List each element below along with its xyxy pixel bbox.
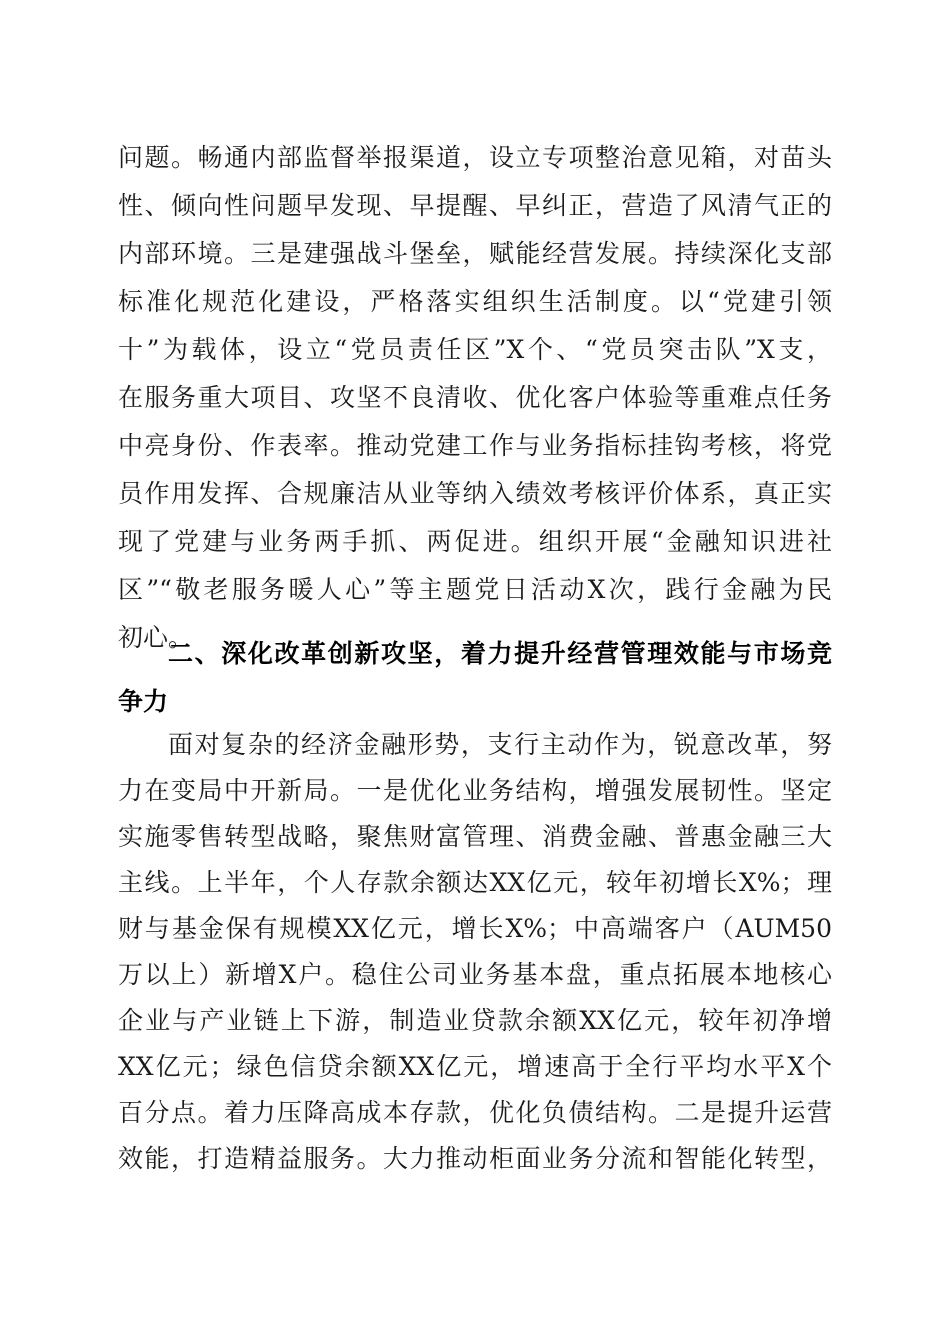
heading-line: 争力	[118, 687, 169, 716]
paragraph-line: 主线。上半年，个人存款余额达XX亿元，较年初增长X%；理	[118, 868, 832, 897]
paragraph-line: 现了党建与业务两手抓、两促进。组织开展“金融知识进社	[118, 527, 832, 556]
paragraph-line: 企业与产业链上下游，制造业贷款余额XX亿元，较年初净增	[118, 1006, 832, 1035]
paragraph-line: 中亮身份、作表率。推动党建工作与业务指标挂钩考核，将党	[118, 431, 832, 460]
paragraph-line: 员作用发挥、合规廉洁从业等纳入绩效考核评价体系，真正实	[118, 479, 832, 508]
paragraph-line: 性、倾向性问题早发现、早提醒、早纠正，营造了风清气正的	[118, 191, 832, 220]
paragraph-line: 内部环境。三是建强战斗堡垒，赋能经营发展。持续深化支部	[118, 239, 832, 268]
paragraph-line: 面对复杂的经济金融形势，支行主动作为，锐意改革，努	[168, 730, 832, 759]
paragraph-line: 百分点。着力压降高成本存款，优化负债结构。二是提升运营	[118, 1098, 832, 1127]
paragraph-line: 效能，打造精益服务。大力推动柜面业务分流和智能化转型，	[118, 1144, 832, 1173]
paragraph-line: 力在变局中开新局。一是优化业务结构，增强发展韧性。坚定	[118, 776, 832, 805]
paragraph-line: 问题。畅通内部监督举报渠道，设立专项整治意见箱，对苗头	[118, 143, 832, 172]
paragraph-line: 十”为载体，设立“党员责任区”X个、“党员突击队”X支，	[118, 335, 832, 364]
paragraph-line: 财与基金保有规模XX亿元，增长X%；中高端客户（AUM50	[118, 914, 832, 943]
heading-line: 二、深化改革创新攻坚，着力提升经营管理效能与市场竞	[168, 639, 832, 668]
paragraph-line: XX亿元；绿色信贷余额XX亿元，增速高于全行平均水平X个	[118, 1052, 832, 1081]
paragraph-line: 标准化规范化建设，严格落实组织生活制度。以“党建引领	[118, 287, 832, 316]
paragraph-line: 在服务重大项目、攻坚不良清收、优化客户体验等重难点任务	[118, 383, 832, 412]
paragraph-line: 初心。	[118, 623, 194, 652]
paragraph-line: 万以上）新增X户。稳住公司业务基本盘，重点拓展本地核心	[118, 960, 832, 989]
paragraph-line: 区”“敬老服务暖人心”等主题党日活动X次，践行金融为民	[118, 575, 832, 604]
paragraph-line: 实施零售转型战略，聚焦财富管理、消费金融、普惠金融三大	[118, 822, 832, 851]
